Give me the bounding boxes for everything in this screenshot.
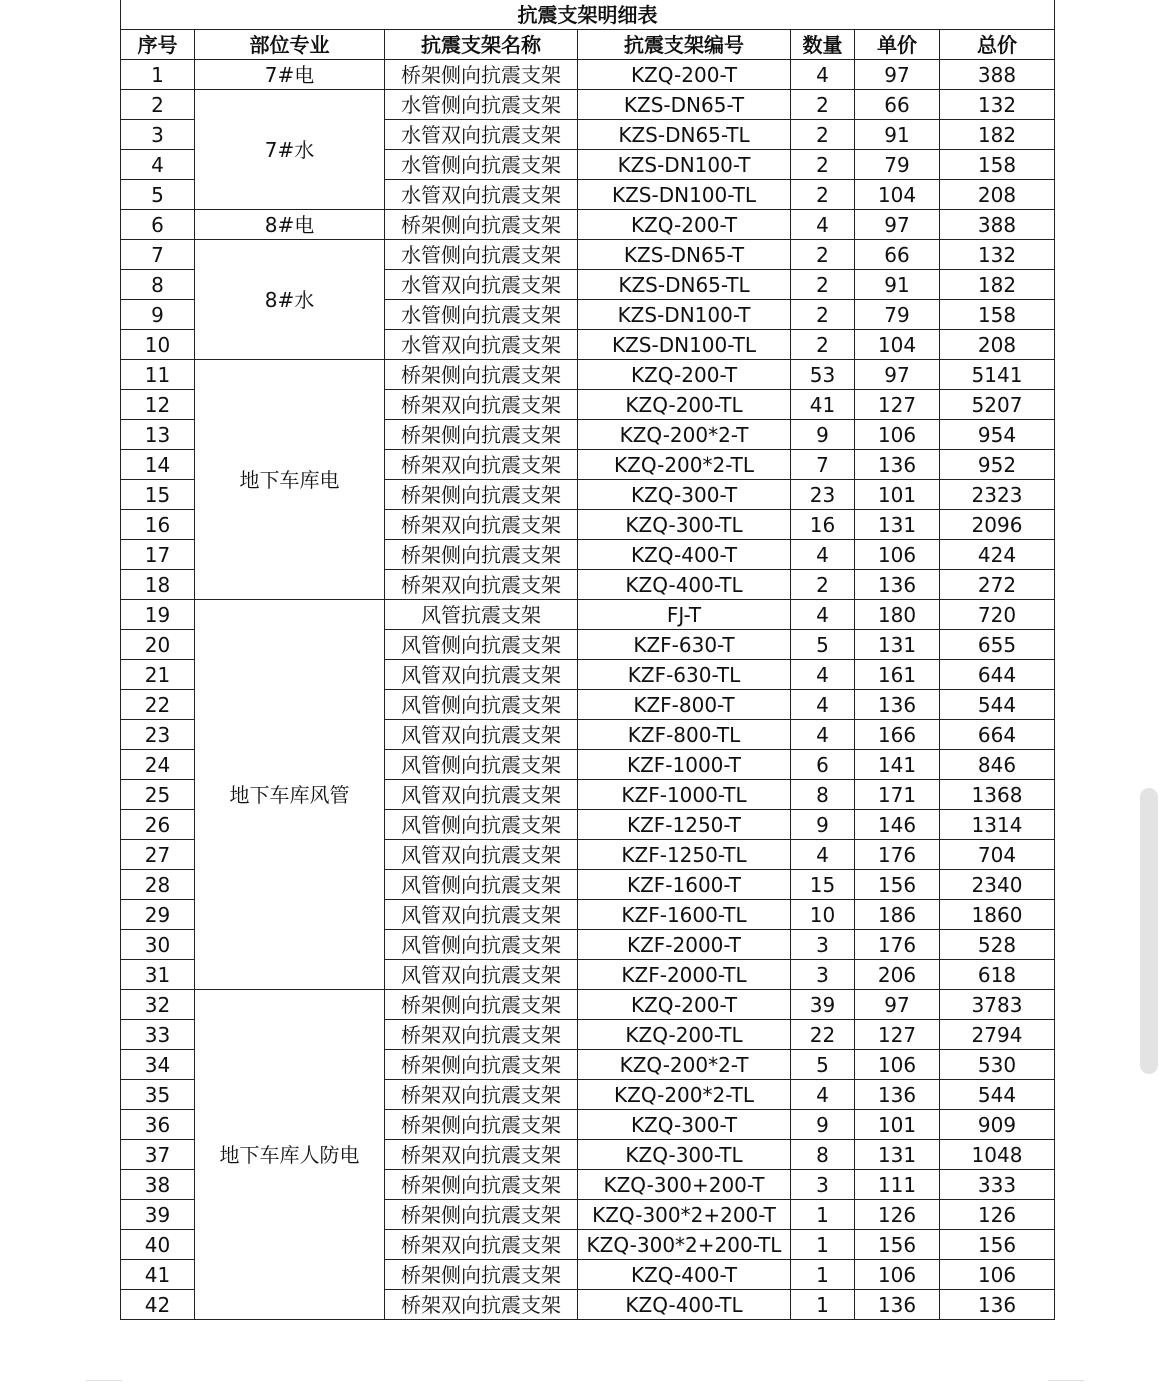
- cell-name: 桥架双向抗震支架: [385, 510, 578, 540]
- table-title: 抗震支架明细表: [121, 0, 1055, 30]
- cell-qty: 4: [791, 60, 855, 90]
- table-row: [121, 210, 1055, 240]
- cell-price: 136: [855, 690, 940, 720]
- cell-code: KZQ-300-T: [578, 480, 791, 510]
- cell-name: 桥架侧向抗震支架: [385, 1110, 578, 1140]
- table-row: [121, 990, 1055, 1020]
- cell-qty: 15: [791, 870, 855, 900]
- cell-qty: 53: [791, 360, 855, 390]
- cell-no: 31: [121, 960, 195, 990]
- cell-price: 66: [855, 240, 940, 270]
- cell-no: 23: [121, 720, 195, 750]
- cell-name: 风管侧向抗震支架: [385, 930, 578, 960]
- cell-no: 26: [121, 810, 195, 840]
- cell-code: KZQ-300-TL: [578, 510, 791, 540]
- cell-code: KZQ-400-T: [578, 540, 791, 570]
- cell-price: 136: [855, 570, 940, 600]
- cell-name: 风管双向抗震支架: [385, 780, 578, 810]
- cell-price: 79: [855, 300, 940, 330]
- cell-location: 8#电: [195, 210, 385, 240]
- header-qty: 数量: [791, 30, 855, 60]
- cell-name: 水管双向抗震支架: [385, 270, 578, 300]
- cell-total: 655: [940, 630, 1055, 660]
- cell-code: KZQ-300+200-T: [578, 1170, 791, 1200]
- cell-name: 水管侧向抗震支架: [385, 300, 578, 330]
- cell-total: 1048: [940, 1140, 1055, 1170]
- cell-location: 7#水: [195, 90, 385, 210]
- cell-price: 66: [855, 90, 940, 120]
- header-no: 序号: [121, 30, 195, 60]
- cell-qty: 4: [791, 1080, 855, 1110]
- title-row: [121, 0, 1055, 30]
- cell-qty: 2: [791, 270, 855, 300]
- vertical-scrollbar[interactable]: [1140, 788, 1158, 1074]
- cell-code: KZF-1000-T: [578, 750, 791, 780]
- cell-name: 桥架双向抗震支架: [385, 1140, 578, 1170]
- cell-total: 1314: [940, 810, 1055, 840]
- cell-code: KZS-DN100-T: [578, 300, 791, 330]
- table-row: [121, 90, 1055, 120]
- cell-price: 156: [855, 870, 940, 900]
- cell-location: 地下车库风管: [195, 600, 385, 990]
- cell-no: 3: [121, 120, 195, 150]
- cell-no: 10: [121, 330, 195, 360]
- cell-code: KZQ-300-T: [578, 1110, 791, 1140]
- spreadsheet-page: [120, 0, 1055, 1320]
- cell-name: 桥架侧向抗震支架: [385, 1050, 578, 1080]
- cell-qty: 2: [791, 240, 855, 270]
- cell-price: 186: [855, 900, 940, 930]
- cell-location: 地下车库人防电: [195, 990, 385, 1320]
- cell-code: KZS-DN65-T: [578, 90, 791, 120]
- cell-no: 15: [121, 480, 195, 510]
- cell-total: 528: [940, 930, 1055, 960]
- cell-price: 161: [855, 660, 940, 690]
- cell-no: 1: [121, 60, 195, 90]
- cell-qty: 22: [791, 1020, 855, 1050]
- cell-name: 风管双向抗震支架: [385, 900, 578, 930]
- cell-name: 桥架侧向抗震支架: [385, 1260, 578, 1290]
- cell-no: 21: [121, 660, 195, 690]
- table-row: [121, 600, 1055, 630]
- cell-name: 桥架侧向抗震支架: [385, 540, 578, 570]
- cell-total: 208: [940, 330, 1055, 360]
- cell-no: 36: [121, 1110, 195, 1140]
- cell-name: 桥架双向抗震支架: [385, 390, 578, 420]
- cell-name: 风管双向抗震支架: [385, 840, 578, 870]
- cell-no: 11: [121, 360, 195, 390]
- cell-total: 2794: [940, 1020, 1055, 1050]
- cell-no: 29: [121, 900, 195, 930]
- cell-name: 桥架双向抗震支架: [385, 570, 578, 600]
- cell-total: 2323: [940, 480, 1055, 510]
- cell-total: 618: [940, 960, 1055, 990]
- cell-total: 846: [940, 750, 1055, 780]
- cell-name: 桥架双向抗震支架: [385, 1230, 578, 1260]
- seismic-support-table: [120, 0, 1055, 1320]
- cell-total: 388: [940, 60, 1055, 90]
- cell-total: 720: [940, 600, 1055, 630]
- cell-qty: 4: [791, 600, 855, 630]
- cell-total: 136: [940, 1290, 1055, 1320]
- cell-total: 182: [940, 120, 1055, 150]
- cell-name: 水管侧向抗震支架: [385, 90, 578, 120]
- cell-total: 182: [940, 270, 1055, 300]
- cell-name: 桥架侧向抗震支架: [385, 360, 578, 390]
- cell-no: 39: [121, 1200, 195, 1230]
- cell-code: KZS-DN100-TL: [578, 180, 791, 210]
- cell-qty: 4: [791, 840, 855, 870]
- cell-qty: 2: [791, 90, 855, 120]
- cell-price: 131: [855, 630, 940, 660]
- cell-no: 4: [121, 150, 195, 180]
- cell-total: 156: [940, 1230, 1055, 1260]
- cell-code: KZQ-400-TL: [578, 1290, 791, 1320]
- cell-code: KZF-800-TL: [578, 720, 791, 750]
- cell-name: 桥架侧向抗震支架: [385, 1170, 578, 1200]
- header-price: 单价: [855, 30, 940, 60]
- cell-no: 38: [121, 1170, 195, 1200]
- cell-qty: 4: [791, 210, 855, 240]
- cell-code: KZF-630-TL: [578, 660, 791, 690]
- cell-total: 952: [940, 450, 1055, 480]
- cell-no: 7: [121, 240, 195, 270]
- cell-total: 208: [940, 180, 1055, 210]
- cell-no: 24: [121, 750, 195, 780]
- cell-name: 桥架侧向抗震支架: [385, 60, 578, 90]
- cell-no: 25: [121, 780, 195, 810]
- header-location: 部位专业: [195, 30, 385, 60]
- cell-total: 5141: [940, 360, 1055, 390]
- cell-name: 桥架侧向抗震支架: [385, 990, 578, 1020]
- cell-total: 704: [940, 840, 1055, 870]
- table-row: [121, 60, 1055, 90]
- cell-price: 106: [855, 1050, 940, 1080]
- cell-name: 风管双向抗震支架: [385, 720, 578, 750]
- cell-price: 136: [855, 1080, 940, 1110]
- cell-price: 101: [855, 1110, 940, 1140]
- cell-no: 8: [121, 270, 195, 300]
- cell-code: KZF-2000-T: [578, 930, 791, 960]
- cell-qty: 5: [791, 630, 855, 660]
- cell-no: 6: [121, 210, 195, 240]
- cell-price: 156: [855, 1230, 940, 1260]
- cell-code: KZQ-200*2-T: [578, 1050, 791, 1080]
- cell-name: 桥架双向抗震支架: [385, 1020, 578, 1050]
- cell-no: 30: [121, 930, 195, 960]
- cell-no: 2: [121, 90, 195, 120]
- cell-qty: 3: [791, 960, 855, 990]
- cell-name: 风管侧向抗震支架: [385, 630, 578, 660]
- cell-total: 1368: [940, 780, 1055, 810]
- cell-code: KZQ-200*2-T: [578, 420, 791, 450]
- cell-qty: 7: [791, 450, 855, 480]
- cell-no: 14: [121, 450, 195, 480]
- cell-location: 8#水: [195, 240, 385, 360]
- cell-qty: 3: [791, 930, 855, 960]
- cell-qty: 2: [791, 150, 855, 180]
- cell-total: 132: [940, 240, 1055, 270]
- cell-price: 104: [855, 330, 940, 360]
- cell-qty: 8: [791, 1140, 855, 1170]
- cell-code: KZQ-200*2-TL: [578, 1080, 791, 1110]
- cell-name: 桥架侧向抗震支架: [385, 210, 578, 240]
- cell-total: 126: [940, 1200, 1055, 1230]
- cell-qty: 39: [791, 990, 855, 1020]
- cell-name: 风管双向抗震支架: [385, 660, 578, 690]
- cell-qty: 1: [791, 1260, 855, 1290]
- cell-total: 644: [940, 660, 1055, 690]
- cell-code: KZQ-200-TL: [578, 1020, 791, 1050]
- cell-price: 131: [855, 510, 940, 540]
- cell-price: 206: [855, 960, 940, 990]
- cell-code: KZF-1250-TL: [578, 840, 791, 870]
- cell-name: 风管侧向抗震支架: [385, 750, 578, 780]
- cell-qty: 2: [791, 330, 855, 360]
- cell-name: 桥架侧向抗震支架: [385, 420, 578, 450]
- cell-name: 水管双向抗震支架: [385, 330, 578, 360]
- cell-code: KZF-1250-T: [578, 810, 791, 840]
- cell-no: 18: [121, 570, 195, 600]
- cell-no: 20: [121, 630, 195, 660]
- cell-price: 97: [855, 360, 940, 390]
- cell-qty: 5: [791, 1050, 855, 1080]
- cell-code: KZQ-200-T: [578, 60, 791, 90]
- cell-qty: 9: [791, 1110, 855, 1140]
- cell-code: KZS-DN65-TL: [578, 270, 791, 300]
- cell-total: 2096: [940, 510, 1055, 540]
- cell-name: 风管侧向抗震支架: [385, 690, 578, 720]
- cell-price: 176: [855, 840, 940, 870]
- cell-name: 风管抗震支架: [385, 600, 578, 630]
- cell-code: KZQ-200*2-TL: [578, 450, 791, 480]
- cell-no: 28: [121, 870, 195, 900]
- cell-total: 272: [940, 570, 1055, 600]
- cell-location: 地下车库电: [195, 360, 385, 600]
- cell-name: 风管侧向抗震支架: [385, 870, 578, 900]
- cell-qty: 41: [791, 390, 855, 420]
- cell-no: 40: [121, 1230, 195, 1260]
- cell-qty: 1: [791, 1290, 855, 1320]
- cell-no: 13: [121, 420, 195, 450]
- cell-name: 桥架侧向抗震支架: [385, 1200, 578, 1230]
- cell-total: 3783: [940, 990, 1055, 1020]
- page-edge-mark: [1048, 1380, 1084, 1391]
- table-body: [121, 60, 1055, 1320]
- cell-qty: 4: [791, 720, 855, 750]
- cell-no: 32: [121, 990, 195, 1020]
- cell-code: KZQ-300*2+200-T: [578, 1200, 791, 1230]
- cell-name: 桥架双向抗震支架: [385, 1290, 578, 1320]
- cell-total: 132: [940, 90, 1055, 120]
- cell-price: 176: [855, 930, 940, 960]
- cell-name: 桥架侧向抗震支架: [385, 480, 578, 510]
- cell-price: 101: [855, 480, 940, 510]
- cell-total: 909: [940, 1110, 1055, 1140]
- cell-price: 97: [855, 60, 940, 90]
- cell-price: 106: [855, 1260, 940, 1290]
- cell-total: 333: [940, 1170, 1055, 1200]
- cell-no: 16: [121, 510, 195, 540]
- cell-code: KZQ-200-T: [578, 360, 791, 390]
- cell-price: 166: [855, 720, 940, 750]
- cell-code: KZQ-400-TL: [578, 570, 791, 600]
- cell-code: KZF-1000-TL: [578, 780, 791, 810]
- cell-no: 37: [121, 1140, 195, 1170]
- cell-total: 544: [940, 690, 1055, 720]
- page-edge-mark: [86, 1380, 122, 1391]
- cell-location: 7#电: [195, 60, 385, 90]
- cell-qty: 9: [791, 420, 855, 450]
- cell-code: KZS-DN65-TL: [578, 120, 791, 150]
- cell-name: 水管双向抗震支架: [385, 180, 578, 210]
- cell-price: 111: [855, 1170, 940, 1200]
- cell-code: KZF-1600-T: [578, 870, 791, 900]
- cell-price: 171: [855, 780, 940, 810]
- table-row: [121, 360, 1055, 390]
- cell-qty: 1: [791, 1230, 855, 1260]
- cell-code: KZQ-200-T: [578, 210, 791, 240]
- cell-code: KZS-DN100-T: [578, 150, 791, 180]
- cell-no: 17: [121, 540, 195, 570]
- cell-price: 91: [855, 120, 940, 150]
- cell-no: 35: [121, 1080, 195, 1110]
- cell-qty: 23: [791, 480, 855, 510]
- cell-no: 27: [121, 840, 195, 870]
- cell-price: 79: [855, 150, 940, 180]
- cell-qty: 3: [791, 1170, 855, 1200]
- cell-qty: 16: [791, 510, 855, 540]
- cell-code: KZF-1600-TL: [578, 900, 791, 930]
- cell-code: KZQ-300*2+200-TL: [578, 1230, 791, 1260]
- cell-qty: 2: [791, 300, 855, 330]
- cell-no: 12: [121, 390, 195, 420]
- cell-code: KZS-DN100-TL: [578, 330, 791, 360]
- header-total: 总价: [940, 30, 1055, 60]
- cell-price: 127: [855, 390, 940, 420]
- cell-no: 42: [121, 1290, 195, 1320]
- cell-total: 954: [940, 420, 1055, 450]
- cell-qty: 4: [791, 660, 855, 690]
- cell-total: 2340: [940, 870, 1055, 900]
- cell-price: 106: [855, 420, 940, 450]
- cell-qty: 4: [791, 540, 855, 570]
- cell-price: 97: [855, 990, 940, 1020]
- cell-qty: 8: [791, 780, 855, 810]
- cell-total: 544: [940, 1080, 1055, 1110]
- header-code: 抗震支架编号: [578, 30, 791, 60]
- cell-total: 388: [940, 210, 1055, 240]
- cell-price: 180: [855, 600, 940, 630]
- cell-name: 桥架双向抗震支架: [385, 1080, 578, 1110]
- cell-qty: 1: [791, 1200, 855, 1230]
- table-row: [121, 240, 1055, 270]
- cell-price: 104: [855, 180, 940, 210]
- cell-code: KZQ-400-T: [578, 1260, 791, 1290]
- cell-price: 136: [855, 1290, 940, 1320]
- cell-code: FJ-T: [578, 600, 791, 630]
- cell-price: 131: [855, 1140, 940, 1170]
- cell-no: 34: [121, 1050, 195, 1080]
- cell-price: 106: [855, 540, 940, 570]
- cell-name: 水管侧向抗震支架: [385, 240, 578, 270]
- cell-code: KZF-800-T: [578, 690, 791, 720]
- cell-price: 146: [855, 810, 940, 840]
- cell-price: 141: [855, 750, 940, 780]
- cell-code: KZQ-300-TL: [578, 1140, 791, 1170]
- cell-qty: 2: [791, 120, 855, 150]
- cell-total: 106: [940, 1260, 1055, 1290]
- cell-qty: 10: [791, 900, 855, 930]
- cell-code: KZS-DN65-T: [578, 240, 791, 270]
- cell-price: 97: [855, 210, 940, 240]
- cell-name: 风管侧向抗震支架: [385, 810, 578, 840]
- cell-code: KZQ-200-T: [578, 990, 791, 1020]
- cell-code: KZF-630-T: [578, 630, 791, 660]
- cell-total: 5207: [940, 390, 1055, 420]
- cell-qty: 2: [791, 570, 855, 600]
- cell-price: 136: [855, 450, 940, 480]
- cell-no: 22: [121, 690, 195, 720]
- header-name: 抗震支架名称: [385, 30, 578, 60]
- cell-total: 158: [940, 300, 1055, 330]
- cell-no: 41: [121, 1260, 195, 1290]
- cell-no: 33: [121, 1020, 195, 1050]
- cell-price: 126: [855, 1200, 940, 1230]
- cell-qty: 4: [791, 690, 855, 720]
- cell-code: KZQ-200-TL: [578, 390, 791, 420]
- cell-price: 127: [855, 1020, 940, 1050]
- cell-no: 19: [121, 600, 195, 630]
- cell-name: 水管侧向抗震支架: [385, 150, 578, 180]
- cell-qty: 6: [791, 750, 855, 780]
- cell-qty: 2: [791, 180, 855, 210]
- cell-total: 1860: [940, 900, 1055, 930]
- cell-no: 9: [121, 300, 195, 330]
- cell-total: 158: [940, 150, 1055, 180]
- cell-no: 5: [121, 180, 195, 210]
- cell-code: KZF-2000-TL: [578, 960, 791, 990]
- cell-price: 91: [855, 270, 940, 300]
- cell-total: 530: [940, 1050, 1055, 1080]
- cell-name: 水管双向抗震支架: [385, 120, 578, 150]
- cell-total: 664: [940, 720, 1055, 750]
- cell-qty: 9: [791, 810, 855, 840]
- cell-name: 桥架双向抗震支架: [385, 450, 578, 480]
- cell-total: 424: [940, 540, 1055, 570]
- header-row: [121, 30, 1055, 60]
- cell-name: 风管双向抗震支架: [385, 960, 578, 990]
